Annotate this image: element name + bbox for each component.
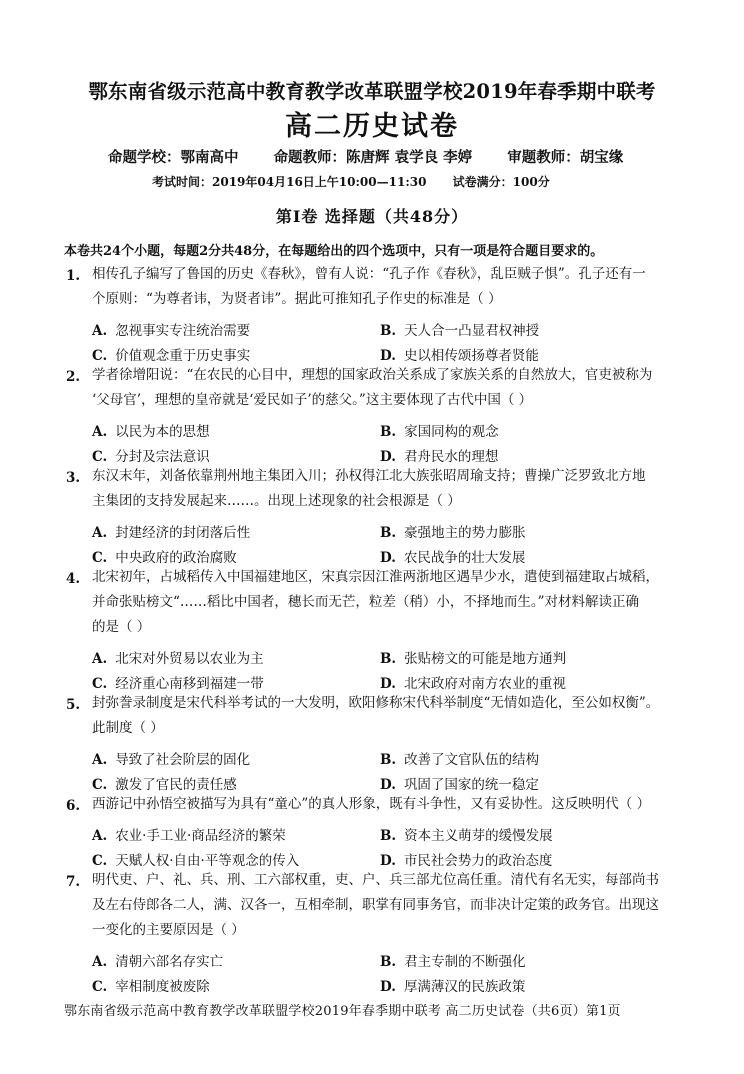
question-number: 6. — [66, 798, 81, 814]
question-text: 的是（ ） — [92, 619, 151, 635]
question-text: ‘父母官’，理想的皇帝就是‘爱民如子’的慈父。”这主要体现了古代中国（ ） — [92, 392, 533, 408]
question-text: 学者徐增阳说：“在农民的心目中，理想的国家政治关系成了家族关系的自然放大，官吏被称为 — [92, 367, 653, 383]
option-c: C. 分封及宗法意识 — [92, 449, 210, 465]
option-c: C. 激发了官民的责任感 — [92, 777, 237, 793]
page-footer: 鄂东南省级示范高中教育教学改革联盟学校2019年春季期中联考 高二历史试卷（共6页）第1页 — [64, 1004, 621, 1019]
question-text: 及左右侍郎各二人，满、汉各一，互相牵制，职掌有同事务官，而非决计定策的政务官。出现这 — [92, 897, 659, 913]
question-number: 1. — [66, 268, 81, 284]
section-instructions: 本卷共24个小题，每题2分共48分，在每题给出的四个选项中，只有一项是符合题目要求的。 — [64, 244, 604, 259]
option-a: A. 北宋对外贸易以农业为主 — [92, 651, 264, 667]
question-text: 北宋初年，占城稻传入中国福建地区，宋真宗因江淮两浙地区遇旱少水，遣使到福建取占城稻， — [92, 569, 659, 585]
question-number: 2. — [66, 369, 81, 385]
option-a: A. 以民为本的思想 — [92, 424, 210, 440]
question-text: 个原则：“为尊者讳，为贤者讳”。据此可推知孔子作史的标准是（ ） — [92, 291, 502, 307]
option-c: C. 中央政府的政治腐败 — [92, 550, 237, 566]
option-d: D. 市民社会势力的政治态度 — [380, 853, 553, 869]
question-text: 明代吏、户、礼、兵、刑、工六部权重，吏、户、兵三部尤位高任重。清代有名无实，每部尚书 — [92, 872, 659, 888]
setter-school: 命题学校：鄂南高中 — [108, 149, 239, 166]
full-score: 试卷满分：100分 — [452, 175, 550, 189]
option-d: D. 厚满薄汉的民族政策 — [380, 979, 526, 995]
option-d: D. 君舟民水的理想 — [380, 449, 499, 465]
option-b: B. 君主专制的不断强化 — [380, 954, 526, 970]
option-b: B. 天人合一凸显君权神授 — [380, 323, 540, 339]
option-a: A. 封建经济的封闭落后性 — [92, 525, 251, 541]
option-a: A. 清朝六部名存实亡 — [92, 954, 224, 970]
setter-info — [108, 146, 653, 167]
exam-time: 考试时间：2019年04月16日上午10:00—11:30 — [152, 175, 427, 189]
option-b: B. 资本主义萌芽的缓慢发展 — [380, 828, 553, 844]
reviewer: 审题教师：胡宝缘 — [507, 149, 624, 166]
question-number: 5. — [66, 697, 81, 713]
option-c: C. 宰相制度被废除 — [92, 979, 210, 995]
option-b: B. 改善了文官队伍的结构 — [380, 752, 540, 768]
question-text: 东汉末年，刘备依靠荆州地主集团入川；孙权得江北大族张昭周瑜支持；曹操广泛罗致北方地 — [92, 468, 646, 484]
question-text: 一变化的主要原因是（ ） — [92, 922, 245, 938]
option-d: D. 北宋政府对南方农业的重视 — [380, 676, 566, 692]
option-b: B. 张贴榜文的可能是地方通判 — [380, 651, 567, 667]
question-text: 西游记中孙悟空被描写为具有“童心”的真人形象，既有斗争性，又有妥协性。这反映明代（ ） — [92, 796, 651, 812]
question-text: 此制度（ ） — [92, 720, 164, 736]
question-number: 7. — [66, 874, 81, 890]
setter-teachers: 命题教师：陈唐辉 袁学良 李婷 — [273, 149, 473, 166]
question-text: 主集团的支持发展起来……。出现上述现象的社会根源是（ ） — [92, 493, 461, 509]
option-a: A. 农业·手工业·商品经济的繁荣 — [92, 828, 286, 844]
option-c: C. 价值观念重于历史事实 — [92, 348, 251, 364]
option-a: A. 导致了社会阶层的固化 — [92, 752, 251, 768]
option-d: D. 史以相传颂扬尊者贤能 — [380, 348, 539, 364]
question-number: 3. — [66, 470, 81, 486]
option-a: A. 忽视事实专注统治需要 — [92, 323, 251, 339]
option-d: D. 巩固了国家的统一稳定 — [380, 777, 539, 793]
question-number: 4. — [66, 571, 81, 587]
exam-title: 鄂东南省级示范高中教育教学改革联盟学校2019年春季期中联考 — [88, 80, 656, 103]
question-text: 并命张贴榜文“……稻比中国者，穗长而无芒，粒差（稍）小，不择地而生。”对材料解读正确 — [92, 594, 640, 610]
option-b: B. 家国同构的观念 — [380, 424, 499, 440]
option-d: D. 农民战争的壮大发展 — [380, 550, 526, 566]
question-text: 封弥誊录制度是宋代科举考试的一大发明，欧阳修称宋代科举制度“无情如造化，至公如权衡”。 — [92, 695, 660, 711]
section-title: 第Ⅰ卷 选择题（共48分） — [275, 207, 469, 226]
option-c: C. 天赋人权·自由·平等观念的传入 — [92, 853, 300, 869]
exam-subtitle: 高二历史试卷 — [285, 111, 459, 142]
option-b: B. 豪强地主的势力膨胀 — [380, 525, 526, 541]
option-c: C. 经济重心南移到福建一带 — [92, 676, 264, 692]
exam-info — [152, 173, 550, 190]
question-text: 相传孔子编写了鲁国的历史《春秋》，曾有人说：“孔子作《春秋》，乱臣贼子惧”。孔子还有一 — [92, 266, 646, 282]
